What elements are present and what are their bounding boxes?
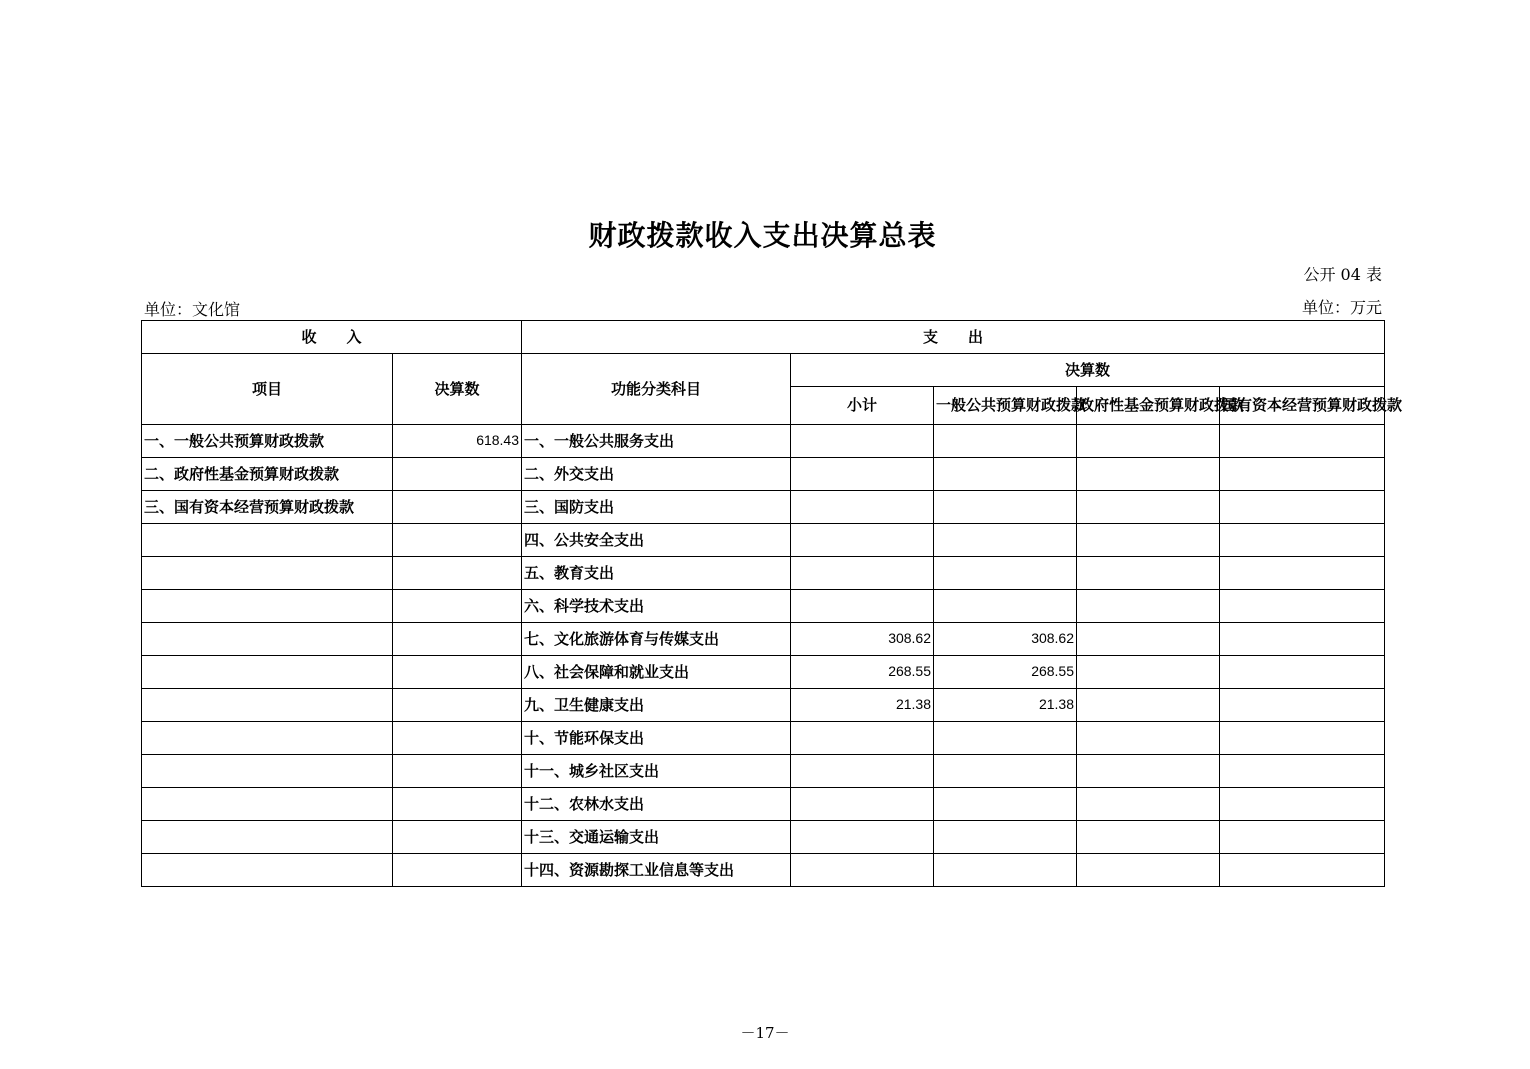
col-amount-header: 决算数 [393,354,522,425]
budget-table [141,320,1403,887]
gov-fund-cell [1077,755,1220,788]
income-item-cell [142,788,393,821]
col-final-header: 决算数 [791,354,1385,387]
income-amount-cell [393,755,522,788]
table-row [142,524,1385,557]
expense-item-cell: 三、国防支出 [522,491,791,524]
subtotal-cell [791,524,934,557]
subtotal-cell [791,590,934,623]
page-title: 财政拨款收入支出决算总表 [588,219,937,252]
table-row [142,425,1385,458]
subtotal-cell: 21.38 [791,689,934,722]
table-row [142,656,1385,689]
table-row [142,458,1385,491]
expense-header: 支 出 [522,321,1385,354]
gov-fund-cell [1077,623,1220,656]
gov-fund-cell [1077,425,1220,458]
expense-item-cell: 八、社会保障和就业支出 [522,656,791,689]
income-item-cell [142,689,393,722]
subtotal-cell [791,425,934,458]
col-function-header: 功能分类科目 [522,354,791,425]
unit-currency: 单位：万元 [1301,298,1382,317]
table-row [142,557,1385,590]
general-budget-cell: 21.38 [934,689,1077,722]
income-item-cell [142,524,393,557]
unit-organization: 单位：文化馆 [144,300,241,319]
income-amount-cell [393,689,522,722]
income-amount-cell [393,557,522,590]
income-item-cell: 三、国有资本经营预算财政拨款 [142,491,393,524]
subtotal-cell [791,458,934,491]
table-row [142,755,1385,788]
gov-fund-cell [1077,590,1220,623]
general-budget-cell [934,755,1077,788]
col-item-header: 项目 [142,354,393,425]
income-amount-cell: 618.43 [393,425,522,458]
income-amount-cell [393,821,522,854]
income-item-cell [142,590,393,623]
state-capital-cell [1220,623,1385,656]
state-capital-cell [1220,854,1385,887]
general-budget-cell: 308.62 [934,623,1077,656]
expense-item-cell: 十、节能环保支出 [522,722,791,755]
expense-item-cell: 九、卫生健康支出 [522,689,791,722]
expense-item-cell: 二、外交支出 [522,458,791,491]
state-capital-cell [1220,524,1385,557]
income-amount-cell [393,458,522,491]
expense-item-cell: 十一、城乡社区支出 [522,755,791,788]
subtotal-cell [791,491,934,524]
subtotal-cell [791,788,934,821]
gov-fund-cell [1077,656,1220,689]
general-budget-cell [934,590,1077,623]
gov-fund-cell [1077,722,1220,755]
table-row [142,590,1385,623]
subtotal-cell [791,821,934,854]
income-amount-cell [393,491,522,524]
income-amount-cell [393,590,522,623]
state-capital-cell [1220,590,1385,623]
table-row [142,854,1385,887]
page-number: －17－ [740,1024,790,1042]
table-row [142,788,1385,821]
income-item-cell [142,722,393,755]
expense-item-cell: 五、教育支出 [522,557,791,590]
income-amount-cell [393,524,522,557]
expense-item-cell: 六、科学技术支出 [522,590,791,623]
expense-item-cell: 七、文化旅游体育与传媒支出 [522,623,791,656]
general-budget-cell: 268.55 [934,656,1077,689]
income-item-cell [142,821,393,854]
table-row [142,491,1385,524]
table-row [142,623,1385,656]
state-capital-cell [1220,425,1385,458]
income-item-cell: 二、政府性基金预算财政拨款 [142,458,393,491]
col-state-capital-header: 国有资本经营预算财政拨款 [1220,387,1385,425]
subtotal-cell [791,854,934,887]
income-amount-cell [393,722,522,755]
state-capital-cell [1220,656,1385,689]
gov-fund-cell [1077,821,1220,854]
col-general-header: 一般公共预算财政拨款 [934,387,1077,425]
gov-fund-cell [1077,524,1220,557]
state-capital-cell [1220,722,1385,755]
subtotal-cell [791,557,934,590]
state-capital-cell [1220,821,1385,854]
subtotal-cell: 308.62 [791,623,934,656]
state-capital-cell [1220,458,1385,491]
col-subtotal-header: 小计 [791,387,934,425]
subtotal-cell [791,722,934,755]
income-amount-cell [393,623,522,656]
general-budget-cell [934,557,1077,590]
gov-fund-cell [1077,458,1220,491]
expense-item-cell: 十三、交通运输支出 [522,821,791,854]
general-budget-cell [934,722,1077,755]
gov-fund-cell [1077,557,1220,590]
expense-item-cell: 一、一般公共服务支出 [522,425,791,458]
general-budget-cell [934,458,1077,491]
expense-item-cell: 十二、农林水支出 [522,788,791,821]
table-row [142,689,1385,722]
income-header: 收 入 [142,321,522,354]
subtotal-cell: 268.55 [791,656,934,689]
state-capital-cell [1220,689,1385,722]
state-capital-cell [1220,491,1385,524]
income-item-cell: 一、一般公共预算财政拨款 [142,425,393,458]
expense-item-cell: 四、公共安全支出 [522,524,791,557]
gov-fund-cell [1077,689,1220,722]
state-capital-cell [1220,557,1385,590]
table-row [142,821,1385,854]
general-budget-cell [934,524,1077,557]
income-item-cell [142,755,393,788]
income-item-cell [142,557,393,590]
state-capital-cell [1220,788,1385,821]
table-row [142,722,1385,755]
general-budget-cell [934,821,1077,854]
state-capital-cell [1220,755,1385,788]
income-amount-cell [393,788,522,821]
gov-fund-cell [1077,491,1220,524]
expense-item-cell: 十四、资源勘探工业信息等支出 [522,854,791,887]
income-item-cell [142,656,393,689]
income-amount-cell [393,854,522,887]
income-amount-cell [393,656,522,689]
general-budget-cell [934,788,1077,821]
income-item-cell [142,623,393,656]
general-budget-cell [934,854,1077,887]
general-budget-cell [934,425,1077,458]
doc-code: 公开 04 表 [1303,265,1382,284]
general-budget-cell [934,491,1077,524]
gov-fund-cell [1077,788,1220,821]
col-gov-fund-header: 政府性基金预算财政拨款 [1077,387,1220,425]
subtotal-cell [791,755,934,788]
income-item-cell [142,854,393,887]
gov-fund-cell [1077,854,1220,887]
